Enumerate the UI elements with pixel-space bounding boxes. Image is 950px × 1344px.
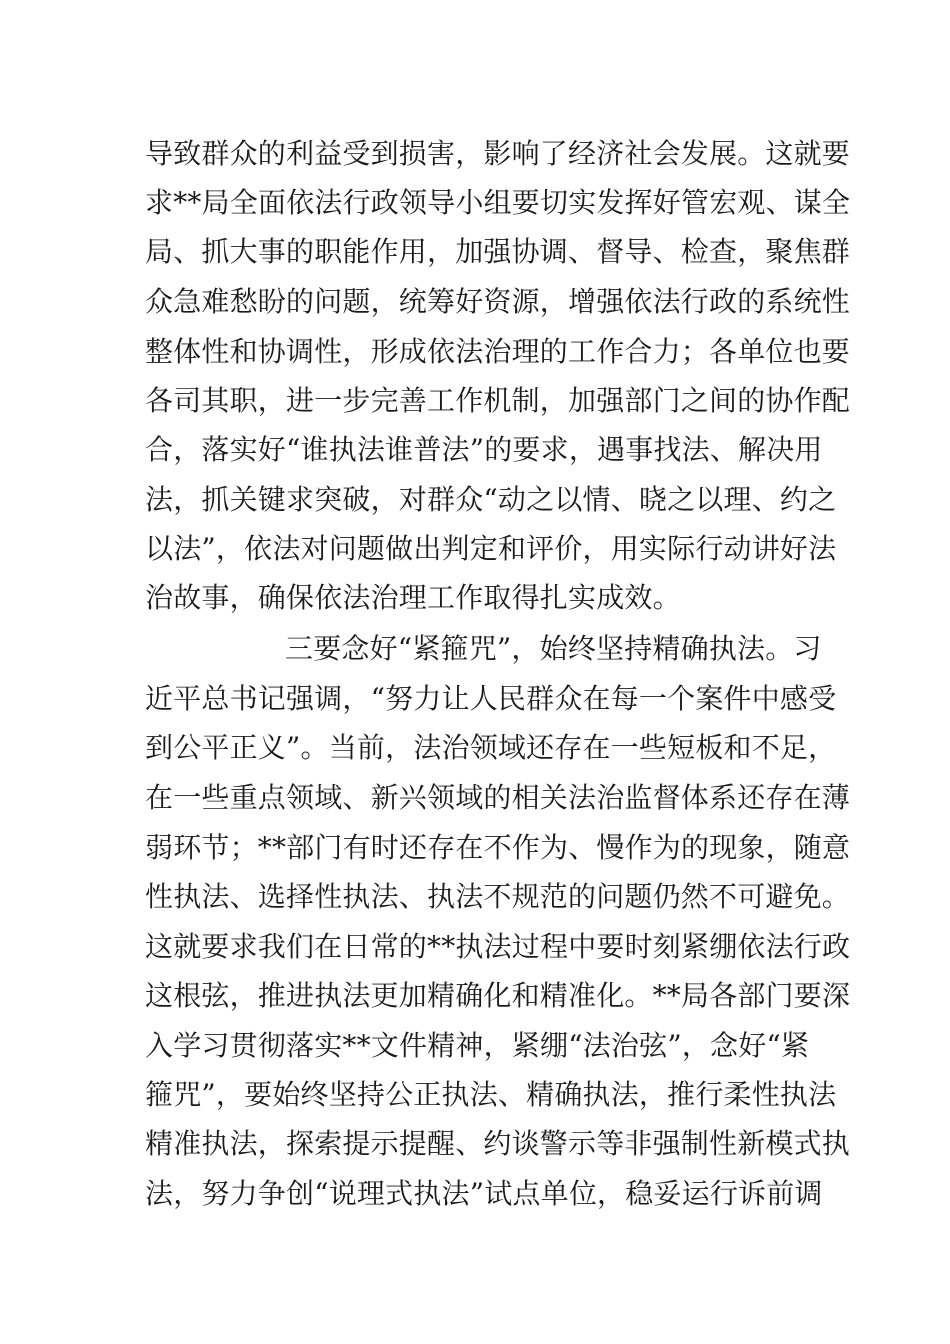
text-line: 性执法、选择性执法、执法不规范的问题仍然不可避免。 — [145, 880, 851, 913]
text-line: 弱环节；**部门有时还存在不作为、慢作为的现象，随意 — [145, 831, 851, 864]
text-line: 这根弦，推进执法更加精确化和精准化。**局各部门要深 — [145, 979, 851, 1012]
text-line: 这就要求我们在日常的**执法过程中要时刻紧绷依法行政 — [145, 930, 851, 963]
text-line: 整体性和协调性，形成依法治理的工作合力；各单位也要 — [145, 335, 851, 368]
paragraph-heading-line: 三要念好“紧箍咒”，始终坚持精确执法。习 — [285, 632, 822, 665]
text-line: 到公平正义”。当前，法治领域还存在一些短板和不足， — [145, 731, 837, 764]
text-line: 合，落实好“谁执法谁普法”的要求，遇事找法、解决用 — [145, 433, 823, 466]
text-line: 近平总书记强调，“努力让人民群众在每一个案件中感受 — [145, 682, 837, 715]
text-line: 入学习贯彻落实**文件精神，紧绷“法治弦”，念好“紧 — [145, 1029, 810, 1062]
text-line: 各司其职，进一步完善工作机制，加强部门之间的协作配 — [145, 384, 851, 417]
text-line: 箍咒”，要始终坚持公正执法、精确执法，推行柔性执法 — [145, 1078, 837, 1111]
text-line: 治故事，确保依法治理工作取得扎实成效。 — [145, 581, 681, 614]
text-line: 精准执法，探索提示提醒、约谈警示等非强制性新模式执 — [145, 1127, 851, 1160]
text-line: 法，努力争创“说理式执法”试点单位，稳妥运行诉前调 — [145, 1177, 823, 1210]
text-line: 求**局全面依法行政领导小组要切实发挥好管宏观、谋全 — [145, 186, 851, 219]
text-line: 以法”，依法对问题做出判定和评价，用实际行动讲好法 — [145, 532, 837, 565]
text-line: 局、抓大事的职能作用，加强协调、督导、检查，聚焦群 — [145, 235, 851, 268]
text-line: 法，抓关键求突破，对群众“动之以情、晓之以理、约之 — [145, 483, 837, 516]
text-line: 众急难愁盼的问题，统筹好资源，增强依法行政的系统性 — [145, 285, 851, 318]
text-line: 在一些重点领域、新兴领域的相关法治监督体系还存在薄 — [145, 781, 851, 814]
text-line: 导致群众的利益受到损害，影响了经济社会发展。这就要 — [145, 137, 851, 170]
